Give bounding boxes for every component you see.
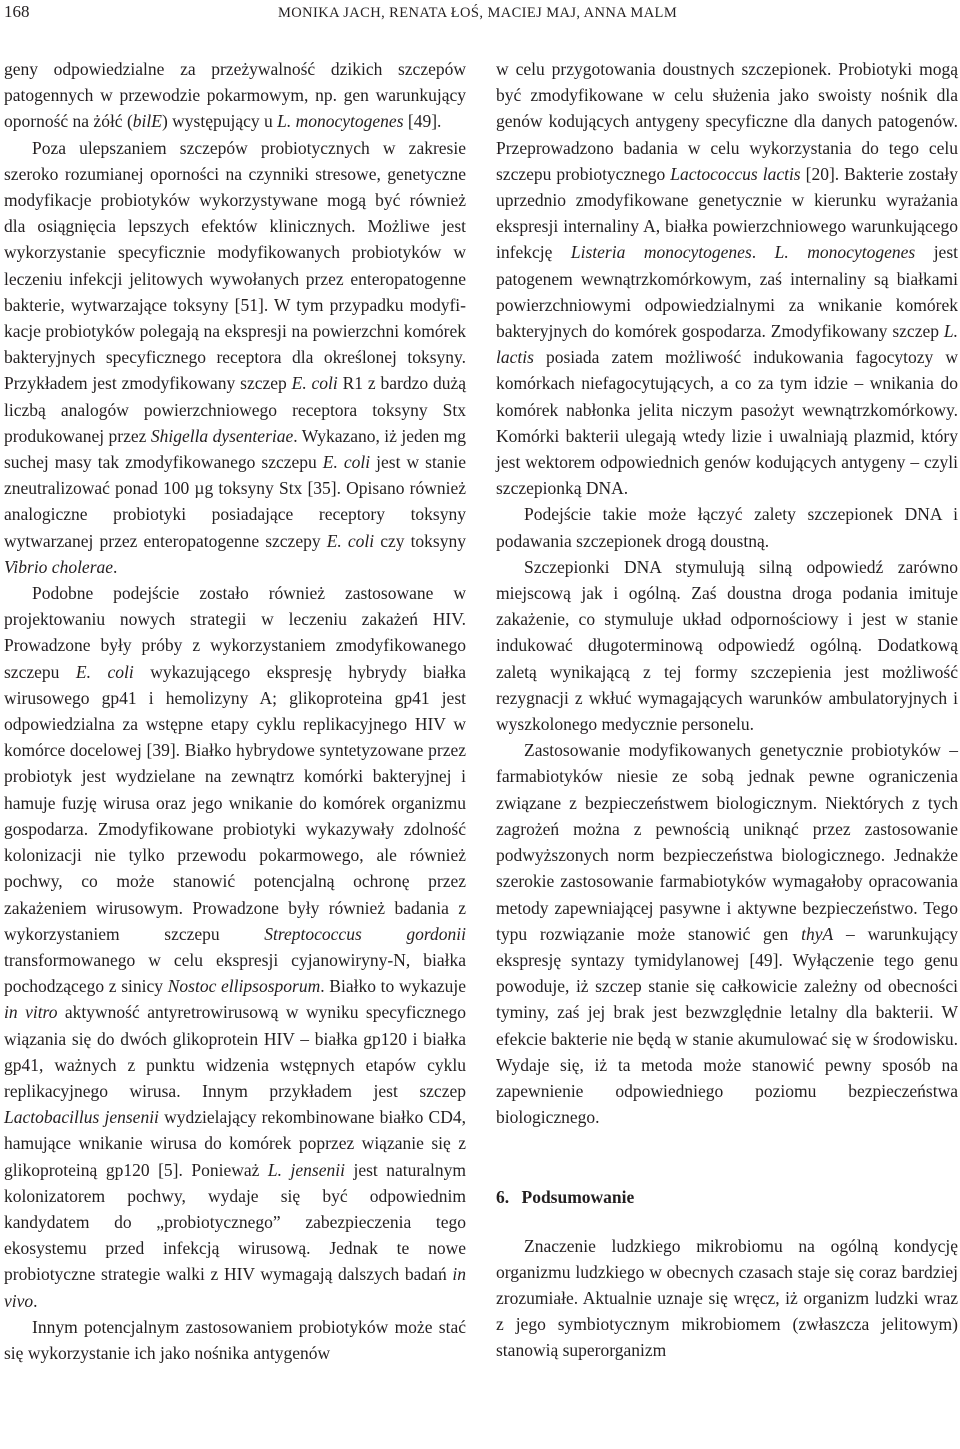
page-number: 168 <box>4 2 30 21</box>
left-column <box>4 56 466 1366</box>
paragraph: Innym potencjalnym zastosowaniem probiotyków może stać się wykorzystanie ich jako nośnika antygenów <box>4 1316 466 1363</box>
paragraph: Szczepionki DNA stymulują silną odpowiedź zarówno miejscową jak i ogólną. Zaś doustna droga podania imituje zakażenie, co stymuluje układ odpornościowy i jest w stanie indukować długoterminową odpowiedź ogólną. Dodatkową zaletą wynikającą z tej formy szczepienia jest możliwość rezygnacji z wkłuć wymagających warunków ambulatoryjnych i wyszkolonego medycznie personelu. <box>496 556 958 735</box>
paragraph: w celu przygotowania doustnych szczepionek. Probiotyki mogą być zmodyfikowane w celu służenia jako swoisty nośnik dla genów kodujących antygeny specyficzne dla danych patogenów. Przeprowadzono badania w celu wykorzystania do tego celu szczepu probiotycznego Lactococcus lactis [20]. Bakterie zostały uprzednio zmodyfikowane genetycznie w kierunku wyrażania ekspresji internaliny A, białka powierzchniowego warunkującego infekcję Listeria monocytogenes. L. monocytogenes jest patogenem wewnątrzkomórkowym, zaś internaliny są białkami powierzchniowymi odpowiedzialnymi za wnikanie komórek bakteryjnych do komórek gospodarza. Zmodyfikowany szczep L. lactis posiada zatem możliwość indukowania fagocytozy w komórkach niefagocytujących, a co za tym idzie – wnikania do komórek nabłonka jelita niczym pasożyt wewnątrzkomórkowy. Komórki bakterii ulegają wtedy lizie i uwalniają plazmid, który jest wektorem odpowiednich genów kodujących antygeny – czyli szczepionką DNA. <box>496 59 958 499</box>
paragraph: Zastosowanie modyfikowanych genetycznie probiotyków – farmabiotyków niesie ze sobą jednak pewne ograniczenia związane z bezpieczeństwem biologicznym. Niektórych z tych zagrożeń można z pewnością uniknąć przez zastosowanie podwyższonych norm bezpieczeństwa biologicznego. Jednakże szerokie zastosowanie farmabiotyków wymagałoby opracowania metody zapewniającej pasywne i aktywne bezpieczeństwo. Tego typu rozwiązanie może stanowić gen thyA – warunkujący ekspresję syntazy tymidylanowej [49]. Wyłączenie tego genu powoduje, iż szczep stanie się całkowicie zależny od obecności tyminy, zaś jej brak jest bezwzględnie letalny dla bakterii. W efekcie bakterie nie będą w stanie akumulować się w środowisku. Wydaje się, iż ta metoda może stanowić pewny sposób na zapewnienie odpowiedniego poziomu bezpieczeństwa biologicznego. <box>496 740 958 1128</box>
paragraph: Podobne podejście zostało również zastosowane w projektowaniu nowych strategii w leczeniu zakażeń HIV. Prowadzone były próby z wykorzystaniem zmodyfikowanego szczepu E. coli wykazującego ekspresję hybrydy białka wirusowego gp41 i hemolizyny A; glikoproteina gp41 jest odpowiedzialna za wstępne etapy cyklu replikacyjnego HIV w komórce docelowej [39]. Białko hybrydowe syntetyzowane przez probiotyk jest wydzielane na zewnątrz komórki bakteryjnej i hamuje fuzję wirusa oraz jego wnikanie do komórek organizmu gospodarza. Zmodyfikowane probiotyki wykazywały zdolność kolonizacji nie tylko przewodu pokarmowego, ale również pochwy, co może stanowić potencjalną ochronę przez zakażeniem wirusowym. Prowadzone były również badania z wykorzystaniem szczepu Streptococcus gordonii transformowanego w celu ekspresji cyjanowiryny-N, białka pochodzącego z sinicy Nostoc ellipsosporum. Białko to wykazuje in vitro aktywność antyretrowirusową w wyniku specyficznego wiązania się do dwóch glikoprotein HIV – białka gp120 i białka gp41, ważnych z punktu widzenia wstępnych etapów cyklu replikacyjnego wirusa. Innym przykładem jest szczep Lactobacillus jensenii wydzielający rekombinowane białko CD4, hamujące wnikanie wirusa do komórek poprzez wiązanie się z glikoproteiną gp120 [5]. Ponieważ L. jensenii jest naturalnym kolonizatorem pochwy, wydaje się być odpowiednim kandydatem do „probiotycznego” zabezpieczenia tego ekosystemu przed infekcją wirusową. Jednak te nowe probiotyczne strategie walki z HIV wymagają dalszych badań in vivo. <box>4 583 466 1311</box>
paragraph: Poza ulepszaniem szczepów probiotycznych w zakresie szeroko rozumianej oporności na czynniki stresowe, genetyczne modyfikacje probiotyków wykorzystywane mogą być również dla osiągnięcia lepszych efektów klinicznych. Możliwe jest wykorzystanie specyficznie modyfikowanych probiotyków w leczeniu infekcji jelitowych wywołanych przez enteropatogenne bakterie, wytwarzające toksyny [51]. W tym przypadku modyfikacje probiotyków polegają na ekspresji na powierzchni komórek bakteryjnych specyficznego receptora dla określonej toksyny. Przykładem jest zmodyfikowany szczep E. coli R1 z bardzo dużą liczbą analogów powierzchniowego receptora toksyny Stx produkowanej przez Shigella dysenteriae. Wykazano, iż jeden mg suchej masy tak zmodyfikowanego szczepu E. coli jest w stanie zneutralizować ponad 100 µg toksyny Stx [35]. Opisano również analogiczne probiotyki posiadające receptory toksyny wytwarzanej przez enteropatogenne szczepy E. coli czy toksyny Vibrio cholerae. <box>4 137 466 577</box>
paragraph: geny odpowiedzialne za przeżywalność dzikich szczepów patogennych w przewodzie pokarmowym, np. gen warunkujący oporność na żółć (bilE) występujący u L. monocytogenes [49]. <box>4 59 466 132</box>
paragraph: Podejście takie może łączyć zalety szczepionek DNA i podawania szczepionek drogą doustną. <box>496 504 958 551</box>
right-column <box>496 56 958 1364</box>
page-header <box>0 0 960 30</box>
section-title: Podsumowanie <box>521 1187 635 1208</box>
section-paragraph: Znaczenie ludzkiego mikrobiomu na ogólną kondycję organizmu ludzkiego w obecnych czasach staje się coraz bardziej zrozumiałe. Aktualnie uznaje się wręcz, iż organizm ludzki wraz z jego symbiotycznym mikrobiomem (zwłaszcza jelitowym) stanowią superorganizm <box>496 1235 958 1361</box>
section-heading <box>496 1184 958 1210</box>
running-head-authors: MONIKA JACH, RENATA ŁOŚ, MACIEJ MAJ, ANNA MALM <box>278 5 678 21</box>
right-column-paragraphs <box>496 56 958 1130</box>
section-number: 6. <box>496 1187 510 1208</box>
